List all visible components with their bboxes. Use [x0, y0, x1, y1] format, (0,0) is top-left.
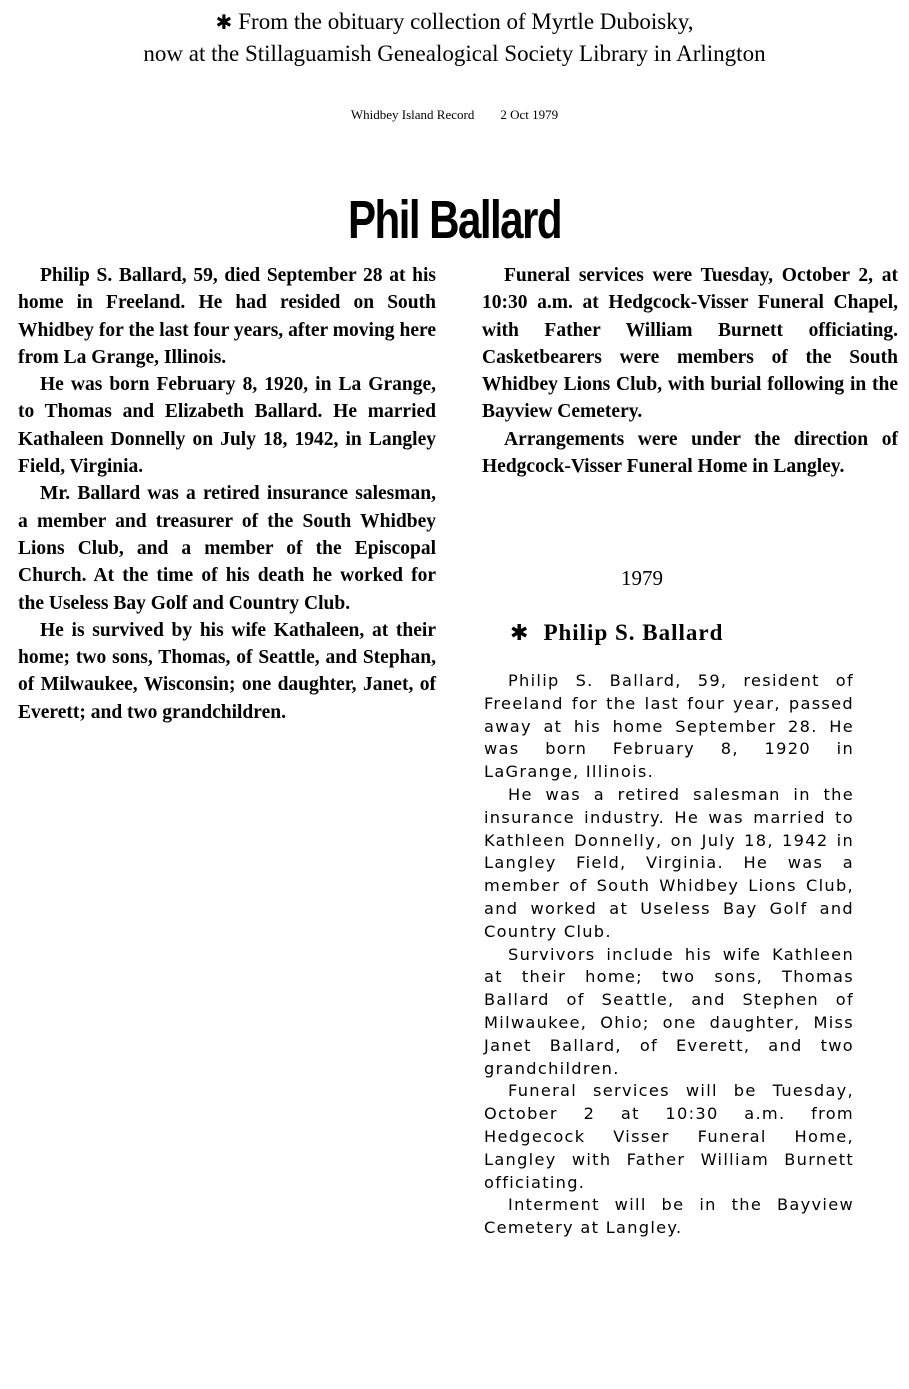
second-clipping-body — [484, 670, 854, 1240]
clipping-paragraph: Philip S. Ballard, 59, resident of Freeland for the last four year, passed away at his home September 28. He was born February 8, 1920 in LaGrange, Illinois. — [484, 671, 854, 782]
publication-name: Whidbey Island Record — [350, 107, 475, 122]
star-mark-icon: ✱ — [215, 10, 233, 34]
clipping-year: 1979 — [621, 566, 663, 590]
clipping-paragraph: Funeral services will be Tuesday, October 2 at 10:30 a.m. from Hedgecock Visser Funeral Home, Langley with Father William Burnett officiating. — [484, 1081, 854, 1192]
article-paragraph: Mr. Ballard was a retired insurance salesman, a member and treasurer of the South Whidbey Lions Club, and a member of the Episcopal Church. At the time of his death he worked for the Useless Bay Golf and Country Club. — [18, 483, 436, 614]
article-paragraph: Funeral services were Tuesday, October 2, at 10:30 a.m. at Hedgcock-Visser Funeral Chapel, with Father William Burnett officiating. Casketbearers were members of the South Whidbey Lions Club, with burial following in the Bayview Cemetery. — [482, 265, 898, 423]
clipping-paragraph: Interment will be in the Bayview Cemetery at Langley. — [484, 1195, 854, 1238]
collection-note-line-2: now at the Stillaguamish Genealogical Society Library in Arlington — [143, 41, 766, 66]
article-paragraph: He was born February 8, 1920, in La Grange, to Thomas and Elizabeth Ballard. He married Kathaleen Donnelly on July 18, 1942, in Langley Field, Virginia. — [18, 374, 436, 478]
article-column-left — [18, 262, 436, 726]
article-paragraph: Arrangements were under the direction of Hedgcock-Visser Funeral Home in Langley. — [482, 428, 898, 478]
clipping-paragraph: He was a retired salesman in the insurance industry. He was married to Kathleen Donnelly, on July 18, 1942 in Langley Field, Virginia. He was a member of South Whidbey Lions Club, and worked at Useless Bay Golf and Country Club. — [484, 784, 854, 941]
collection-note-line-1 — [0, 6, 909, 38]
second-clipping-title-text: Philip S. Ballard — [543, 620, 724, 645]
collection-note — [0, 6, 909, 69]
article-headline: Phil Ballard — [347, 190, 562, 250]
clipping-paragraph: Survivors include his wife Kathleen at their home; two sons, Thomas Ballard of Seattle, and Stephen of Milwaukee, Ohio; one daughter, Miss Janet Ballard, of Everett, and two grandchildren. — [484, 944, 854, 1078]
article-paragraph: Philip S. Ballard, 59, died September 28 at his home in Freeland. He had resided on South Whidbey for the last four years, after moving here from La Grange, Illinois. — [18, 265, 436, 368]
article-column-right — [482, 262, 898, 480]
source-line — [0, 107, 909, 123]
collection-note-text-1: From the obituary collection of Myrtle Duboisky, — [238, 9, 694, 34]
article-paragraph: He is survived by his wife Kathaleen, at their home; two sons, Thomas, of Seattle, and Stephan, of Milwaukee, Wisconsin; one daughter, Janet, of Everett; and two grandchildren. — [18, 619, 436, 723]
publication-date: 2 Oct 1979 — [500, 107, 559, 122]
second-clipping-title — [510, 620, 723, 646]
star-mark-icon: ✱ — [510, 621, 530, 646]
